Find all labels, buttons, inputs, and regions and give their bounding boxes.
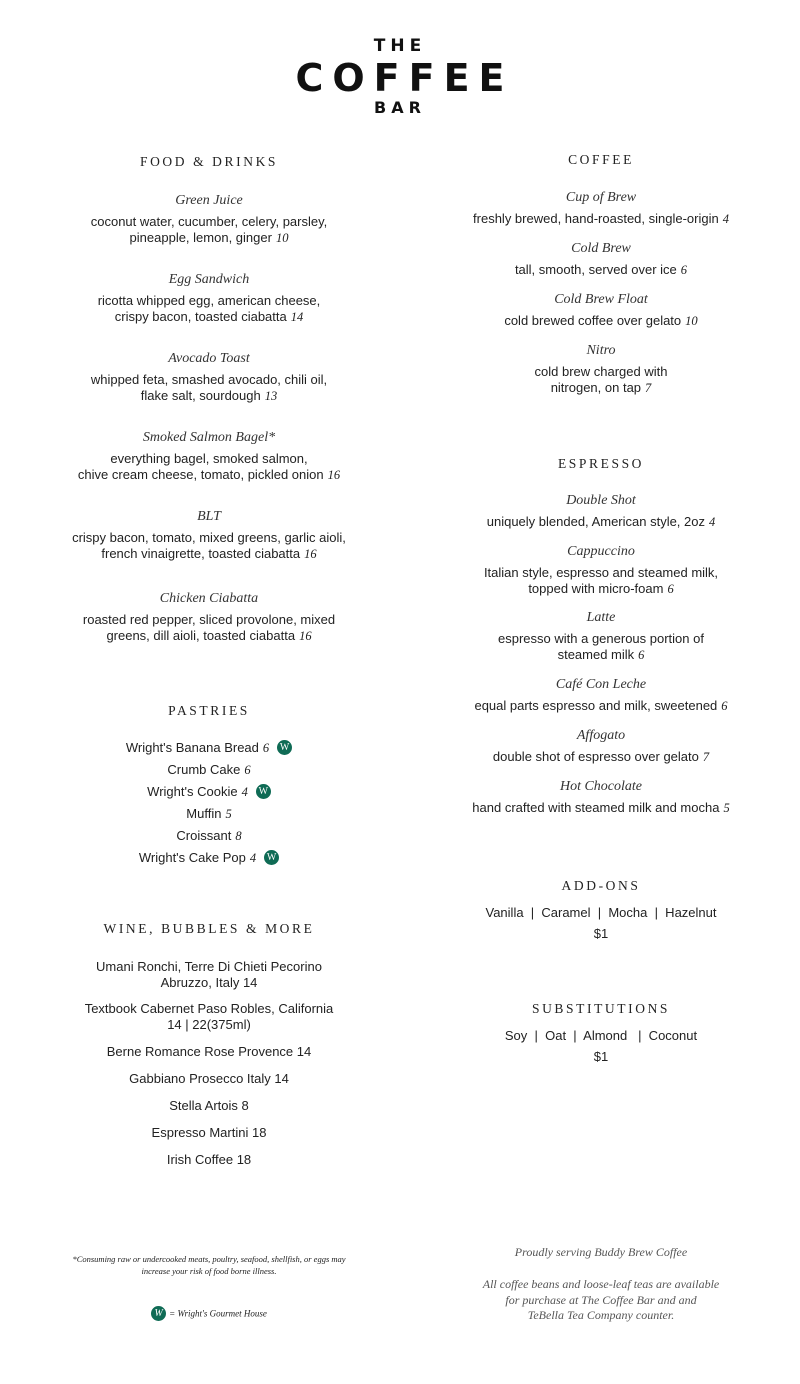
menu-item-nitro	[400, 342, 800, 396]
wine-line: 14 | 22(375ml)	[167, 1016, 251, 1032]
item-name: Cold Brew Float	[554, 292, 648, 307]
list-item	[0, 825, 418, 847]
item-price: 6	[680, 263, 688, 277]
wine-item: Stella Artois 8	[169, 1098, 249, 1113]
item-name: Avocado Toast	[168, 351, 250, 366]
wine-item	[0, 1001, 418, 1032]
substitutions-price: $1	[593, 1049, 609, 1064]
item-desc: cold brewed coffee over gelato	[504, 313, 682, 328]
item-price: 6	[667, 582, 674, 596]
item-desc: uniquely blended, American style, 2oz	[486, 514, 705, 529]
pastry-name: Wright's Cookie	[147, 784, 238, 799]
item-name: Double Shot	[566, 493, 636, 508]
menu-item-cold-brew-float	[400, 291, 800, 329]
menu-item-blt	[0, 508, 418, 562]
list-item	[0, 737, 418, 759]
item-desc: whipped feta, smashed avocado, chili oil,	[90, 372, 328, 387]
item-price: 5	[723, 801, 730, 815]
item-desc: espresso with a generous portion of	[498, 631, 704, 646]
pastry-name: Wright's Cake Pop	[138, 850, 246, 865]
item-desc: cold brew charged with	[534, 364, 668, 379]
wine-item: Espresso Martini 18	[151, 1125, 267, 1140]
pastry-price: 4	[249, 851, 257, 865]
pastry-price: 6	[244, 763, 251, 777]
disclaimer-line: *Consuming raw or undercooked meats, poultry, seafood, shellfish, or eggs may	[72, 1254, 346, 1264]
menu-item-smoked-salmon-bagel	[0, 429, 418, 483]
list-item	[0, 803, 418, 825]
disclaimer	[0, 1253, 418, 1277]
item-name: Cup of Brew	[565, 190, 637, 205]
item-price: 10	[275, 231, 289, 245]
coffee-heading: COFFEE	[568, 152, 634, 167]
pastry-price: 6	[262, 741, 270, 755]
wrights-badge-icon: W	[151, 1306, 166, 1321]
item-price: 13	[264, 389, 278, 403]
list-item	[0, 847, 418, 869]
item-desc: flake salt, sourdough	[140, 388, 261, 403]
item-desc: ricotta whipped egg, american cheese,	[97, 293, 321, 308]
item-desc: coconut water, cucumber, celery, parsley,	[90, 214, 328, 229]
serving-note: Proudly serving Buddy Brew Coffee	[514, 1245, 688, 1259]
item-name: Cold Brew	[571, 241, 631, 256]
item-price: 7	[645, 381, 652, 395]
menu-item-cappuccino	[400, 543, 800, 597]
item-price: 4	[709, 515, 716, 529]
wine-line: Textbook Cabernet Paso Robles, California	[84, 1001, 334, 1016]
item-desc: nitrogen, on tap	[550, 380, 642, 395]
menu-item-latte	[400, 609, 800, 663]
legend-text: = Wright's Gourmet House	[169, 1308, 267, 1319]
item-desc: roasted red pepper, sliced provolone, mixed	[82, 612, 336, 627]
espresso-heading: ESPRESSO	[557, 456, 645, 471]
item-name: Latte	[586, 610, 616, 625]
logo-coffee: COFFEE	[295, 56, 514, 100]
item-name: Café Con Leche	[555, 677, 647, 692]
item-price: 4	[722, 212, 729, 226]
item-name: Affogato	[576, 728, 626, 743]
item-name: Chicken Ciabatta	[159, 591, 259, 606]
menu-item-cafe-con-leche	[400, 676, 800, 714]
item-name: Egg Sandwich	[168, 272, 250, 287]
item-desc: greens, dill aioli, toasted ciabatta	[106, 628, 296, 643]
disclaimer-line: increase your risk of food borne illness.	[141, 1266, 277, 1276]
item-desc: crispy bacon, toasted ciabatta	[114, 309, 287, 324]
item-price: 6	[638, 648, 645, 662]
item-name: BLT	[197, 509, 221, 524]
item-name: Nitro	[586, 343, 616, 358]
list-item	[0, 781, 418, 803]
item-desc: pineapple, lemon, ginger	[129, 230, 272, 245]
wine-line: Abruzzo, Italy 14	[160, 974, 258, 990]
legend	[0, 1307, 418, 1322]
logo-the: THE	[373, 36, 427, 56]
wine-item	[0, 959, 418, 990]
item-name: Hot Chocolate	[559, 779, 643, 794]
item-desc: freshly brewed, hand-roasted, single-origin	[473, 211, 719, 226]
menu-item-chicken-ciabatta	[0, 590, 418, 644]
item-price: 16	[299, 629, 312, 643]
food-drinks-heading: FOOD & DRINKS	[139, 154, 279, 169]
item-desc: Italian style, espresso and steamed milk,	[483, 565, 719, 580]
addons-options: Vanilla | Caramel | Mocha | Hazelnut	[485, 905, 717, 920]
wine-item: Irish Coffee 18	[166, 1152, 252, 1167]
item-desc: tall, smooth, served over ice	[514, 262, 677, 277]
item-name: Green Juice	[175, 193, 243, 208]
menu-item-egg-sandwich	[0, 271, 418, 325]
item-price: 7	[702, 750, 710, 764]
substitutions-options: Soy | Oat | Almond | Coconut	[504, 1028, 698, 1043]
addons-price: $1	[593, 926, 609, 941]
item-desc: equal parts espresso and milk, sweetened	[474, 698, 718, 713]
menu-item-avocado-toast	[0, 350, 418, 404]
pastry-name: Crumb Cake	[167, 762, 241, 777]
item-desc: double shot of espresso over gelato	[492, 749, 699, 764]
item-price: 16	[304, 547, 317, 561]
addons-heading: ADD-ONS	[561, 878, 641, 893]
item-name: Smoked Salmon Bagel*	[142, 430, 276, 445]
item-desc: everything bagel, smoked salmon,	[110, 451, 308, 466]
wrights-badge-icon: W	[277, 740, 292, 755]
wine-heading: WINE, BUBBLES & MORE	[103, 921, 315, 936]
wine-line: Umani Ronchi, Terre Di Chieti Pecorino	[96, 959, 322, 974]
purchase-note-line: TeBella Tea Company counter.	[527, 1308, 675, 1322]
wine-item: Gabbiano Prosecco Italy 14	[129, 1071, 289, 1086]
menu-item-affogato	[400, 727, 800, 765]
pastry-price: 4	[241, 785, 248, 799]
item-price: 6	[721, 699, 728, 713]
item-desc: topped with micro-foam	[528, 581, 664, 596]
item-price: 14	[290, 310, 304, 324]
pastry-price: 8	[235, 829, 242, 843]
menu-item-cold-brew	[400, 240, 800, 278]
item-desc: hand crafted with steamed milk and mocha	[472, 800, 720, 815]
wrights-badge-icon: W	[256, 784, 271, 799]
item-desc: french vinaigrette, toasted ciabatta	[101, 546, 301, 561]
substitutions-heading: SUBSTITUTIONS	[531, 1001, 671, 1016]
wine-item: Berne Romance Rose Provence 14	[106, 1044, 312, 1059]
menu-item-cup-of-brew	[400, 189, 800, 227]
purchase-note-line: All coffee beans and loose-leaf teas are available	[482, 1277, 720, 1291]
menu-item-green-juice	[0, 192, 418, 246]
item-desc: crispy bacon, tomato, mixed greens, garlic aioli,	[72, 530, 346, 545]
item-name: Cappuccino	[567, 544, 635, 559]
menu-item-hot-chocolate	[400, 778, 800, 816]
item-desc: steamed milk	[557, 647, 635, 662]
item-desc: chive cream cheese, tomato, pickled onion	[77, 467, 324, 482]
wrights-badge-icon: W	[264, 850, 279, 865]
menu-item-double-shot	[400, 492, 800, 530]
purchase-note-line: for purchase at The Coffee Bar and and	[505, 1292, 697, 1307]
item-price: 16	[327, 468, 341, 482]
logo-bar: BAR	[374, 98, 426, 117]
item-price: 10	[685, 314, 698, 328]
purchase-note	[400, 1277, 800, 1324]
pastry-name: Croissant	[176, 828, 232, 843]
pastry-name: Muffin	[186, 806, 222, 821]
pastries-heading: PASTRIES	[168, 703, 250, 718]
list-item	[0, 759, 418, 781]
pastry-name: Wright's Banana Bread	[125, 740, 259, 755]
pastry-price: 5	[225, 807, 232, 821]
pastries-list	[0, 737, 418, 869]
